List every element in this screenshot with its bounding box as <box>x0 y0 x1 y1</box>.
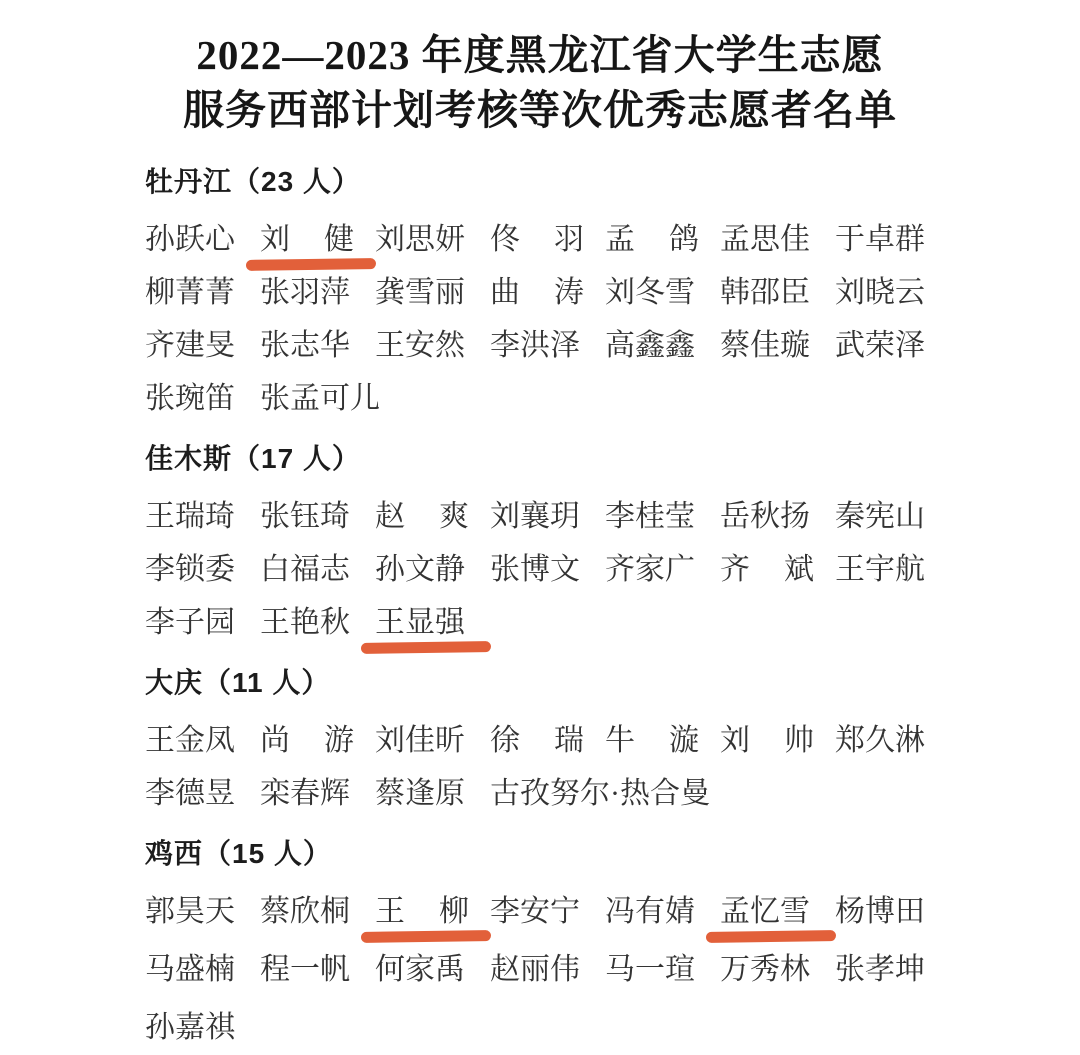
city-section <box>145 445 935 639</box>
name-char: 羽 <box>554 223 584 256</box>
name-char: 徐 <box>490 724 520 757</box>
person-name: 郭昊天 <box>145 895 235 928</box>
person-name: 孟思佳 <box>720 223 810 256</box>
person-name: 王宇航 <box>835 553 925 586</box>
red-underline-marker <box>361 930 491 943</box>
name-list <box>145 168 935 1044</box>
name-char: 爽 <box>439 500 469 533</box>
person-name: 栾春辉 <box>260 777 350 810</box>
person-name: 岳秋扬 <box>720 500 810 533</box>
name-row <box>145 607 935 639</box>
person-name <box>375 896 469 928</box>
person-name: 李桂莹 <box>605 500 695 533</box>
person-name: 张孟可儿 <box>260 382 380 415</box>
person-name: 于卓群 <box>835 223 925 256</box>
person-name: 赵丽伟 <box>490 953 580 986</box>
person-name: 齐建旻 <box>145 329 235 362</box>
name-char: 尚 <box>260 724 290 757</box>
person-name: 张钰琦 <box>260 500 350 533</box>
name-char: 曲 <box>490 276 520 309</box>
name-row <box>145 954 935 986</box>
name-row <box>145 896 935 928</box>
person-name: 蔡佳璇 <box>720 329 810 362</box>
person-name: 李洪泽 <box>490 329 580 362</box>
document-title <box>145 28 935 138</box>
person-name: 刘思妍 <box>375 223 465 256</box>
person-name <box>260 725 354 757</box>
person-name: 张羽萍 <box>260 276 350 309</box>
person-name: 王安然 <box>375 329 465 362</box>
red-underline-marker <box>246 258 376 271</box>
person-name: 柳菁菁 <box>145 276 235 309</box>
name-row <box>145 554 935 586</box>
name-char: 孟 <box>605 223 635 256</box>
name-row <box>145 1012 935 1044</box>
name-char: 帅 <box>784 724 814 757</box>
person-name: 马盛楠 <box>145 953 235 986</box>
person-name: 王金凤 <box>145 724 235 757</box>
city-section <box>145 840 935 1044</box>
name-row <box>145 778 935 810</box>
person-name <box>490 277 584 309</box>
person-name: 武荣泽 <box>835 329 925 362</box>
name-char: 柳 <box>439 895 469 928</box>
name-char: 牛 <box>605 724 635 757</box>
person-name: 孙文静 <box>375 553 465 586</box>
person-name: 张志华 <box>260 329 350 362</box>
name-char: 赵 <box>375 500 405 533</box>
person-name: 古孜努尔·热合曼 <box>490 777 710 810</box>
person-name: 万秀林 <box>720 953 810 986</box>
person-name: 孟忆雪 <box>720 896 814 928</box>
name-char: 齐 <box>720 553 750 586</box>
red-underline-marker <box>706 930 836 943</box>
person-name: 齐家广 <box>605 553 695 586</box>
person-name <box>605 725 699 757</box>
person-name: 韩邵臣 <box>720 276 810 309</box>
name-row <box>145 725 935 757</box>
person-name: 张孝坤 <box>835 953 925 986</box>
person-name: 张琬笛 <box>145 382 235 415</box>
person-name: 郑久淋 <box>835 724 925 757</box>
person-name: 何家禹 <box>375 953 465 986</box>
name-row <box>145 277 935 309</box>
city-section <box>145 669 935 810</box>
person-name: 马一瑄 <box>605 953 695 986</box>
name-row <box>145 383 935 415</box>
person-name: 李锁委 <box>145 553 235 586</box>
name-char: 佟 <box>490 223 520 256</box>
person-name: 刘襄玥 <box>490 500 580 533</box>
name-char: 游 <box>324 724 354 757</box>
name-char: 刘 <box>720 724 750 757</box>
name-char: 鸽 <box>669 223 699 256</box>
person-name: 杨博田 <box>835 895 925 928</box>
person-name <box>720 725 814 757</box>
person-name: 李德昱 <box>145 777 235 810</box>
title-line-1: 2022—2023 年度黑龙江省大学生志愿 <box>196 32 884 78</box>
red-underline-marker <box>361 641 491 654</box>
person-name: 李安宁 <box>490 895 580 928</box>
person-name: 蔡欣桐 <box>260 895 350 928</box>
name-char: 斌 <box>784 553 814 586</box>
person-name: 程一帆 <box>260 953 350 986</box>
person-name: 李子园 <box>145 606 235 639</box>
name-char: 瑞 <box>554 724 584 757</box>
person-name: 王瑞琦 <box>145 500 235 533</box>
person-name: 王显强 <box>375 607 469 639</box>
name-char: 刘 <box>260 223 290 256</box>
section-heading: 佳木斯（17 人） <box>145 443 361 474</box>
person-name: 刘晓云 <box>835 276 925 309</box>
person-name: 孙嘉祺 <box>145 1011 235 1044</box>
name-row <box>145 330 935 362</box>
person-name: 秦宪山 <box>835 500 925 533</box>
person-name <box>375 501 469 533</box>
person-name <box>260 224 354 256</box>
person-name <box>720 554 814 586</box>
name-row <box>145 224 935 256</box>
title-line-2: 服务西部计划考核等次优秀志愿者名单 <box>183 87 897 133</box>
person-name: 高鑫鑫 <box>605 329 695 362</box>
person-name: 刘佳昕 <box>375 724 465 757</box>
person-name: 王艳秋 <box>260 606 350 639</box>
person-name <box>490 224 584 256</box>
section-heading: 牡丹江（23 人） <box>145 166 361 197</box>
person-name <box>490 725 584 757</box>
name-char: 漩 <box>669 724 699 757</box>
person-name: 刘冬雪 <box>605 276 695 309</box>
section-heading: 鸡西（15 人） <box>145 838 332 869</box>
person-name: 白福志 <box>260 553 350 586</box>
section-heading: 大庆（11 人） <box>145 667 331 698</box>
person-name: 冯有婧 <box>605 895 695 928</box>
name-char: 王 <box>375 895 405 928</box>
city-section <box>145 168 935 415</box>
name-char: 涛 <box>554 276 584 309</box>
person-name: 孙跃心 <box>145 223 235 256</box>
name-char: 健 <box>324 223 354 256</box>
name-row <box>145 501 935 533</box>
person-name <box>605 224 699 256</box>
person-name: 龚雪丽 <box>375 276 465 309</box>
person-name: 蔡逢原 <box>375 777 465 810</box>
person-name: 张博文 <box>490 553 580 586</box>
